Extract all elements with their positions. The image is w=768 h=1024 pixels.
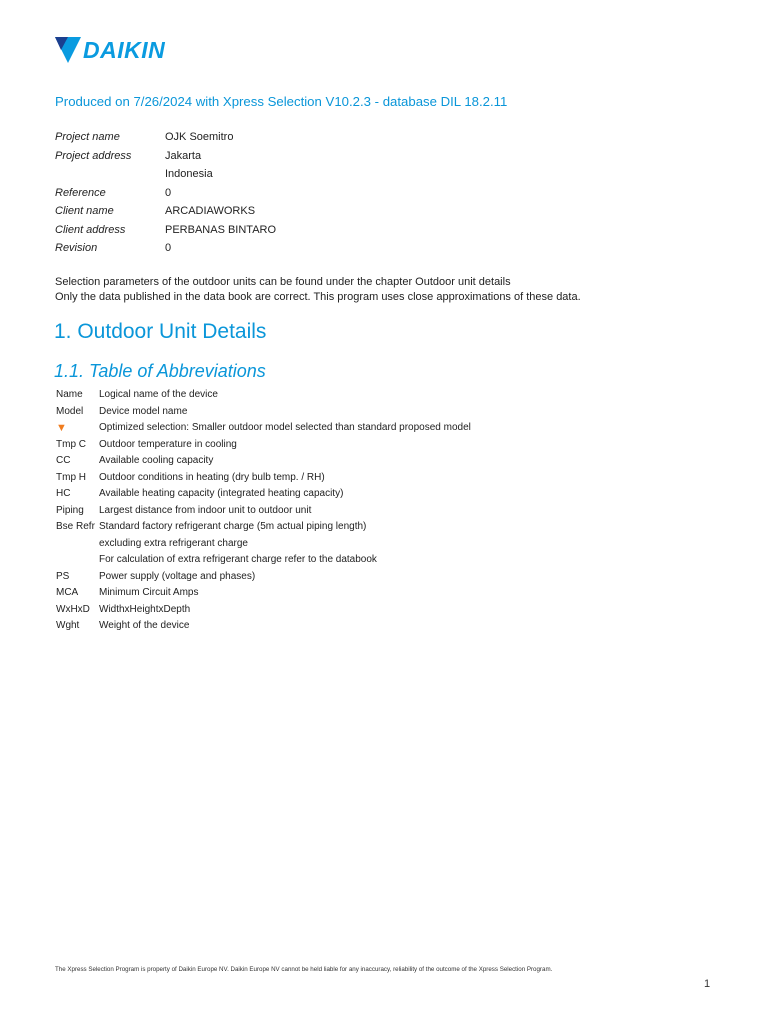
abbreviation-value: Available cooling capacity <box>99 455 214 466</box>
project-value: Indonesia <box>165 168 213 180</box>
project-value: PERBANAS BINTARO <box>165 223 277 236</box>
project-row <box>55 223 276 242</box>
abbreviation-row <box>56 553 471 570</box>
abbreviation-key: Piping <box>56 504 84 516</box>
accuracy-note: Only the data published in the data book are correct. This program uses close approximations of these data. <box>55 291 581 303</box>
abbreviation-value: Weight of the device <box>99 620 190 631</box>
abbreviation-value: For calculation of extra refrigerant charge refer to the databook <box>99 554 377 565</box>
abbreviation-value: Standard factory refrigerant charge (5m actual piping length) <box>99 521 367 532</box>
abbreviation-key: PS <box>56 570 70 582</box>
project-value: ARCADIAWORKS <box>165 205 256 217</box>
abbreviation-key: WxHxD <box>56 603 90 615</box>
project-row <box>55 149 276 168</box>
abbreviation-value: Largest distance from indoor unit to outdoor unit <box>99 504 312 516</box>
daikin-logo-icon <box>55 37 81 63</box>
abbreviation-row <box>56 520 471 537</box>
project-key: Reference <box>55 186 106 199</box>
project-row <box>55 186 276 205</box>
abbreviation-row <box>56 504 471 521</box>
selection-note: Selection parameters of the outdoor units can be found under the chapter Outdoor unit details <box>55 276 511 288</box>
project-value: Jakarta <box>165 149 202 162</box>
abbreviation-row <box>56 421 471 438</box>
abbreviation-row <box>56 438 471 455</box>
footer-disclaimer: The Xpress Selection Program is property of Daikin Europe NV. Daikin Europe NV cannot be held liable for any inaccuracy, reliability of the outcome of the Xpress Selection Program. <box>55 966 553 973</box>
abbreviation-row <box>56 603 471 620</box>
abbreviation-value: Outdoor conditions in heating (dry bulb temp. / RH) <box>99 471 325 483</box>
abbreviation-key <box>56 553 99 570</box>
abbreviation-key: Wght <box>56 620 80 631</box>
abbreviation-row <box>56 471 471 488</box>
abbreviation-row <box>56 619 471 636</box>
abbreviation-row <box>56 586 471 603</box>
abbreviation-row <box>56 454 471 471</box>
daikin-logo <box>55 35 200 65</box>
project-key: Project name <box>55 131 120 143</box>
abbreviation-value: Logical name of the device <box>99 389 218 400</box>
project-key: Client address <box>55 223 126 236</box>
logo-text: DAIKIN <box>83 36 166 63</box>
project-key: Revision <box>55 242 98 254</box>
project-key: Client name <box>55 205 114 217</box>
abbreviation-key: Name <box>56 389 83 400</box>
abbreviation-key: Tmp H <box>56 471 86 483</box>
abbreviation-key: Bse Refr <box>56 521 95 532</box>
abbreviation-value: WidthxHeightxDepth <box>99 603 191 615</box>
abbreviation-value: Available heating capacity (integrated heating capacity) <box>99 488 344 499</box>
abbreviation-key: HC <box>56 488 71 499</box>
project-row <box>55 167 276 186</box>
project-info <box>55 130 276 260</box>
page-number: 1 <box>704 978 711 990</box>
abbreviation-value: Minimum Circuit Amps <box>99 587 199 598</box>
abbreviation-value: Power supply (voltage and phases) <box>99 570 256 582</box>
project-key: Project address <box>55 149 132 162</box>
abbreviation-row <box>56 405 471 422</box>
project-row <box>55 130 276 149</box>
abbreviation-row <box>56 487 471 504</box>
section-heading: 1. Outdoor Unit Details <box>54 320 267 343</box>
project-row <box>55 204 276 223</box>
abbreviation-key: Model <box>56 405 84 417</box>
project-value: 0 <box>165 242 172 254</box>
abbreviation-value: Device model name <box>99 405 188 417</box>
project-value: 0 <box>165 186 172 199</box>
abbreviation-value: excluding extra refrigerant charge <box>99 537 248 549</box>
abbreviation-row <box>56 570 471 587</box>
project-row <box>55 241 276 260</box>
abbreviation-row <box>56 537 471 554</box>
project-key <box>55 167 165 186</box>
abbreviations-table <box>56 388 471 636</box>
abbreviation-key <box>56 537 99 554</box>
abbreviation-key: MCA <box>56 587 79 598</box>
subsection-heading: 1.1. Table of Abbreviations <box>54 361 266 381</box>
down-triangle-icon: ▼ <box>56 422 67 434</box>
abbreviation-value: Optimized selection: Smaller outdoor model selected than standard proposed model <box>99 422 471 433</box>
project-value: OJK Soemitro <box>165 131 234 143</box>
abbreviation-row <box>56 388 471 405</box>
abbreviation-key: Tmp C <box>56 438 86 450</box>
produced-line: Produced on 7/26/2024 with Xpress Selection V10.2.3 - database DIL 18.2.11 <box>55 94 508 109</box>
abbreviation-key: CC <box>56 455 71 466</box>
abbreviation-value: Outdoor temperature in cooling <box>99 438 237 450</box>
